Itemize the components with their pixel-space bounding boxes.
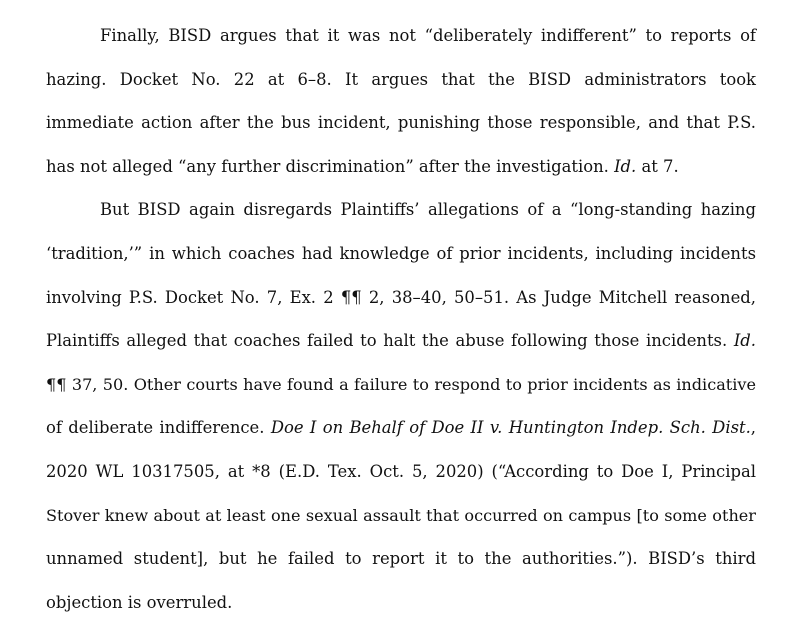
text-line (46, 232, 756, 276)
text-line (46, 101, 756, 145)
text-line (46, 363, 756, 407)
text-run: immediate action after the bus incident, punishing those responsible, and that P.S. (46, 113, 756, 133)
text-run: Finally, BISD argues that it was not “deliberately indifferent” to reports of (100, 26, 756, 45)
text-run: unnamed student], but he failed to report it to the authorities.”). BISD’s third (46, 549, 756, 569)
citation-id: Id. (733, 331, 756, 351)
text-run: objection is overruled. (46, 592, 233, 612)
text-run: , (750, 418, 756, 438)
text-run: Stover knew about at least one sexual assault that occurred on campus [to some other (46, 505, 756, 525)
text-run: Plaintiffs alleged that coaches failed to halt the abuse following those incidents. (46, 331, 734, 351)
text-run: of deliberate indifference. (46, 418, 271, 438)
text-line (46, 145, 756, 189)
document-page (46, 14, 756, 624)
text-run: involving P.S. Docket No. 7, Ex. 2 ¶¶ 2, 38–40, 50–51. As Judge Mitchell reasoned, (46, 287, 756, 307)
text-line (46, 188, 756, 232)
text-line (46, 494, 756, 538)
text-line (46, 319, 756, 363)
text-line (46, 581, 756, 625)
text-run: hazing. Docket No. 22 at 6–8. It argues that the BISD administrators took (46, 69, 756, 89)
text-run: ‘tradition,’” in which coaches had knowledge of prior incidents, including incidents (46, 243, 756, 263)
paragraph-deliberate-indifference-argument (46, 14, 756, 188)
paragraph-court-response (46, 188, 756, 624)
text-run: ¶¶ 37, 50. Other courts have found a failure to respond to prior incidents as indicative (46, 374, 756, 394)
text-line (46, 276, 756, 320)
text-line (46, 58, 756, 102)
text-run: has not alleged “any further discrimination” after the investigation. (46, 156, 615, 176)
text-run: 2020 WL 10317505, at *8 (E.D. Tex. Oct. 5, 2020) (“According to Doe I, Principal (46, 461, 756, 481)
text-line (46, 14, 756, 58)
text-line (46, 406, 756, 450)
text-line (46, 450, 756, 494)
text-line (46, 537, 756, 581)
case-citation: Doe I on Behalf of Doe II v. Huntington Indep. Sch. Dist. (270, 418, 751, 438)
text-run: at 7. (636, 156, 679, 176)
citation-id: Id. (614, 156, 637, 176)
text-run: But BISD again disregards Plaintiffs’ allegations of a “long-standing hazing (100, 200, 756, 220)
